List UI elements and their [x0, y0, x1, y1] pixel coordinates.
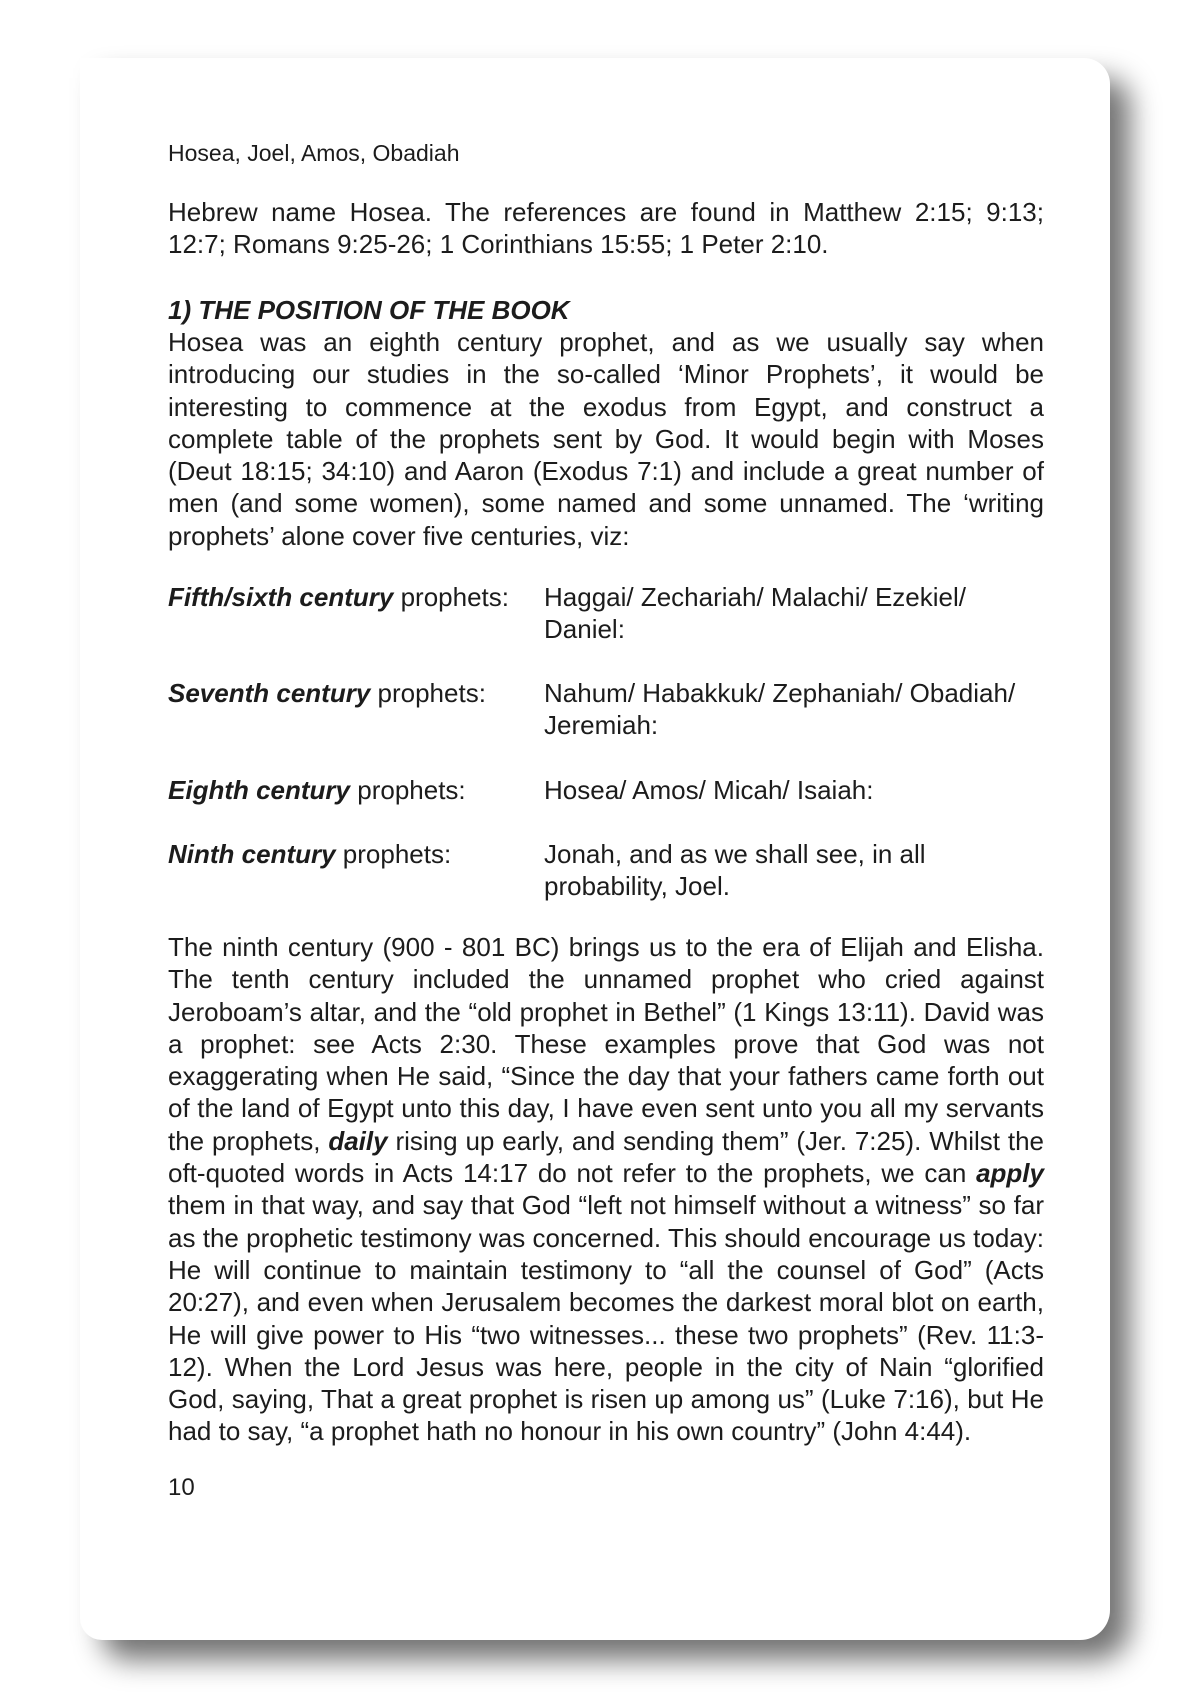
- century-prophets: Hosea/ Amos/ Micah/ Isaiah:: [544, 775, 874, 805]
- century-name: Ninth century: [168, 839, 336, 869]
- century-prophets: Jonah, and as we shall see, in all probability, Joel.: [544, 839, 926, 901]
- century-suffix: prophets:: [393, 582, 509, 612]
- page-number: 10: [168, 1474, 195, 1501]
- century-suffix: prophets:: [350, 775, 466, 805]
- century-suffix: prophets:: [335, 839, 452, 869]
- ninth-century-paragraph: [168, 931, 1044, 1448]
- century-name: Eighth century: [168, 775, 351, 805]
- section-heading: 1) THE POSITION OF THE BOOK: [168, 295, 570, 325]
- book-page: [80, 58, 1110, 1640]
- paragraph-text: them in that way, and say that God “left not himself without a witness” so far as the prophetic testimony was concerned. This should encourage us today: He will continue to maintain testimony to “all the counsel of God” (Acts 20:27), and even when Jerusalem becomes the darkest moral blot on earth, He will give power to His “two witnesses... these two prophets” (Rev. 11:3-12). When the Lord Jesus was here, people in the city of Nain “glorified God, saying, That a great prophet is risen up among us” (Luke 7:16), but He had to say, “a prophet hath no honour in his own country” (John 4:44).: [168, 1190, 1044, 1447]
- century-label: [168, 677, 486, 709]
- paragraph-text: The ninth century (900 - 801 BC) brings us to the era of Elijah and Elisha. The tenth century included the unnamed prophet who cried against Jeroboam’s altar, and the “old prophet in Bethel” (1 Kings 13:11). David was a prophet: see Acts 2:30. These examples prove that God was not exaggerating when He said, “Since the day that your fathers came forth out of the land of Egypt unto this day, I have even sent unto you all my servants the prophets,: [168, 932, 1044, 1156]
- emphasis-daily: daily: [328, 1125, 388, 1156]
- century-prophets: Nahum/ Habakkuk/ Zephaniah/ Obadiah/ Jeremiah:: [544, 678, 1016, 740]
- running-header: Hosea, Joel, Amos, Obadiah: [168, 140, 460, 166]
- paragraph-text: rising up early, and sending them” (Jer. 7:25). Whilst the oft-quoted words in Acts 14:17 do not refer to the prophets, we can: [168, 1125, 1045, 1189]
- century-name: Seventh century: [168, 678, 371, 708]
- emphasis-apply: apply: [976, 1158, 1044, 1189]
- century-prophets: Haggai/ Zechariah/ Malachi/ Ezekiel/ Daniel:: [544, 582, 966, 644]
- century-label: [168, 838, 451, 870]
- century-label: [168, 774, 466, 806]
- century-label: [168, 581, 509, 613]
- century-suffix: prophets:: [370, 678, 486, 708]
- intro-paragraph: Hebrew name Hosea. The references are found in Matthew 2:15; 9:13; 12:7; Romans 9:25-26; 1 Corinthians 15:55; 1 Peter 2:10.: [168, 197, 1044, 260]
- century-name: Fifth/sixth century: [168, 582, 394, 612]
- position-paragraph: Hosea was an eighth century prophet, and as we usually say when introducing our studies in the so-called ‘Minor Prophets’, it would be interesting to commence at the exodus from Egypt, and construct a complete table of the prophets sent by God. It would begin with Moses (Deut 18:15; 34:10) and Aaron (Exodus 7:1) and include a great number of men (and some women), some named and some unnamed. The ‘writing prophets’ alone cover five centuries, viz:: [168, 327, 1044, 551]
